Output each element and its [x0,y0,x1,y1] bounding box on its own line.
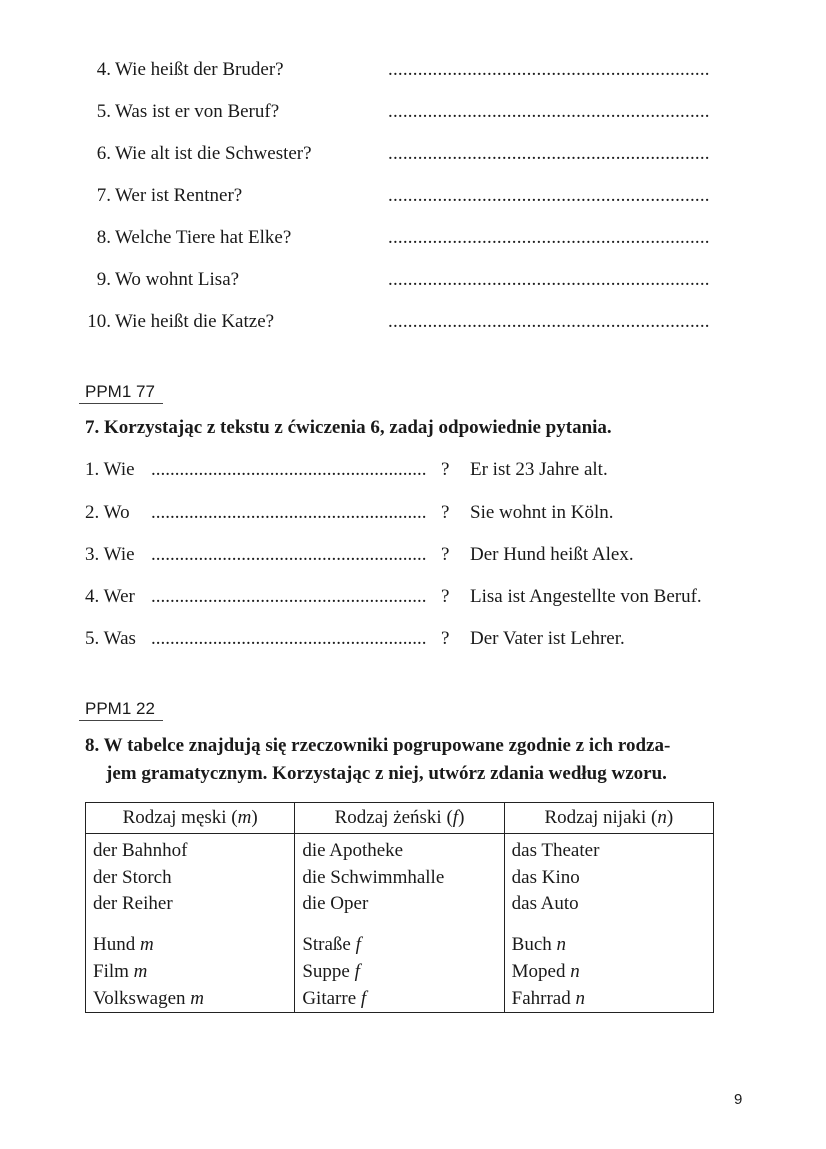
question-lead: 5. Was [85,628,136,649]
noun-gender: n [556,934,567,956]
question-item [85,142,725,166]
noun-word: Buch [511,934,552,956]
question-lead: 2. Wo [85,502,130,523]
question-item [85,310,725,334]
question-text: Wer ist Rentner? [115,185,243,206]
given-answer: Lisa ist Angestellte von Beruf. [470,586,702,607]
exercise-7-item [85,501,725,525]
question-number: 10. [87,311,111,332]
noun-word: Gitarre [302,987,357,1009]
noun-gender: n [575,987,585,1009]
noun-word: Moped [511,960,566,982]
task-noun [512,959,706,986]
question-lead: 1. Wie [85,459,135,480]
noun-word: Suppe [302,960,350,982]
neuter-cell [504,834,713,1013]
example-noun: der Reiher [93,893,173,915]
answer-line[interactable]: ................................................................. [388,227,710,248]
task-noun [93,959,287,986]
noun-gender: m [139,934,154,956]
exercise-7-item [85,458,725,482]
noun-word: Straße [302,934,351,956]
exercise-7-item [85,627,725,651]
question-mark: ? [441,459,450,480]
page-number: 9 [734,1091,743,1108]
question-blank[interactable]: .......................................................... [151,502,427,523]
example-noun: die Apotheke [302,840,404,861]
example-noun: das Theater [511,840,600,861]
question-blank[interactable]: .......................................................... [151,586,427,607]
question-item [85,184,725,208]
column-header-close: ) [251,807,258,828]
answer-line[interactable]: ................................................................. [388,143,710,164]
exercise-7-tag: PPM1 77 [79,381,163,404]
task-noun [93,932,287,959]
gender-abbr: m [237,807,252,828]
question-number: 4. [96,59,111,80]
answer-line[interactable]: ................................................................. [388,59,710,80]
given-answer: Der Vater ist Lehrer. [470,628,625,649]
exercise-7-heading: 7. Korzystając z tekstu z ćwiczenia 6, zadaj odpowiednie pytania. [85,417,612,438]
question-number: 6. [96,143,111,164]
noun-gender: f [360,987,367,1009]
column-header-label: Rodzaj nijaki ( [544,807,658,828]
task-noun [512,932,706,959]
gender-abbr: n [657,807,667,828]
table-header-row [86,803,714,834]
noun-gender: f [354,960,360,982]
answer-line[interactable]: ................................................................. [388,311,710,332]
question-text: Wie heißt der Bruder? [115,59,284,80]
noun-gender-table [85,802,714,1013]
question-mark: ? [441,628,450,649]
example-noun: das Auto [511,893,579,915]
column-header-neuter [504,803,713,834]
answer-line[interactable]: ................................................................. [388,185,710,206]
example-noun: das Kino [511,866,580,888]
question-lead: 4. Wer [85,586,135,607]
column-header-masculine [86,803,295,834]
gender-abbr: f [452,807,459,828]
noun-gender: n [570,960,580,982]
example-noun: die Oper [302,893,369,915]
task-noun [512,986,706,1013]
exercise-8-heading-line2: jem gramatycznym. Korzystając z niej, utwórz zdania według wzoru. [106,763,667,784]
example-noun: der Storch [93,866,172,888]
question-lead: 3. Wie [85,544,135,565]
question-text: Was ist er von Beruf? [115,101,280,122]
question-text: Wie alt ist die Schwester? [115,143,312,164]
noun-gender: m [133,960,148,982]
example-noun: der Bahnhof [93,840,188,861]
given-answer: Sie wohnt in Köln. [470,502,614,523]
column-header-close: ) [458,807,465,828]
question-item [85,100,725,124]
noun-word: Volkswagen [93,987,186,1009]
column-header-feminine [295,803,504,834]
column-header-label: Rodzaj męski ( [122,807,238,828]
task-noun [93,986,287,1013]
question-number: 7. [96,185,111,206]
question-text: Welche Tiere hat Elke? [115,227,292,248]
noun-gender: f [355,934,361,956]
task-noun [302,932,496,959]
exercise-8-tag: PPM1 22 [79,698,163,721]
exercise-7-item [85,543,725,567]
task-noun [302,959,496,986]
question-item [85,226,725,250]
column-header-close: ) [666,807,674,828]
question-item [85,58,725,82]
masculine-cell [86,834,295,1013]
question-number: 9. [96,269,111,290]
question-blank[interactable]: .......................................................... [151,628,427,649]
question-mark: ? [441,502,450,523]
given-answer: Er ist 23 Jahre alt. [470,459,608,480]
answer-line[interactable]: ................................................................. [388,101,710,122]
question-blank[interactable]: .......................................................... [151,544,427,565]
noun-gender: m [190,987,205,1009]
question-mark: ? [441,544,450,565]
noun-word: Film [93,960,129,982]
exercise-8-heading-line1: 8. W tabelce znajdują się rzeczowniki pogrupowane zgodnie z ich rodza- [85,735,671,756]
answer-line[interactable]: ................................................................. [388,269,710,290]
question-text: Wie heißt die Katze? [115,311,275,332]
given-answer: Der Hund heißt Alex. [470,544,634,565]
question-blank[interactable]: .......................................................... [151,459,427,480]
column-header-label: Rodzaj żeński ( [334,807,453,828]
question-mark: ? [441,586,450,607]
noun-word: Hund [93,934,136,956]
noun-word: Fahrrad [511,987,571,1009]
question-number: 8. [96,227,111,248]
example-noun: die Schwimmhalle [302,866,445,888]
task-noun [302,986,496,1013]
table-row [86,834,714,1013]
question-number: 5. [96,101,111,122]
question-text: Wo wohnt Lisa? [115,269,240,290]
exercise-8-heading [85,732,670,788]
exercise-7-item [85,585,725,609]
question-item [85,268,725,292]
feminine-cell [295,834,504,1013]
